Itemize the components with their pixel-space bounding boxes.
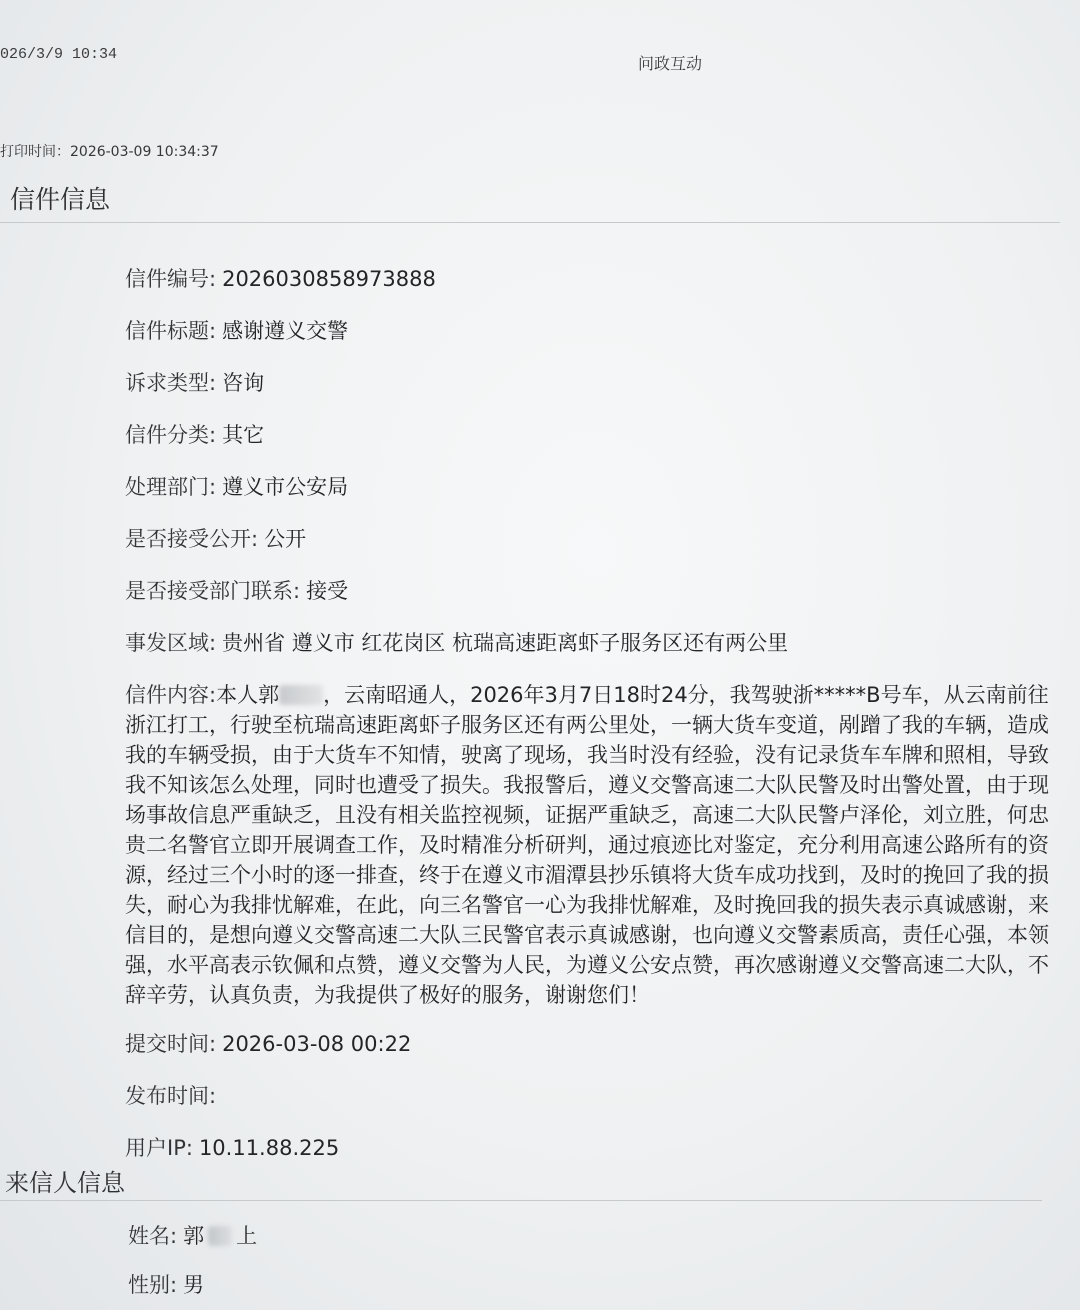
site-title: 问政互动 (638, 54, 703, 73)
user-ip-value: 10.11.88.225 (198, 1136, 340, 1160)
letter-content-line: 信目的，是想向遵义交警高速二大队三民警官表示真诚感谢，也向遵义交警素质高，责任心强，本领 (125, 923, 1049, 947)
sender-gender-value: 男 (183, 1273, 205, 1297)
letter-title-label: 信件标题: (125, 319, 217, 343)
letter-content-text: 本人郭 (216, 683, 280, 707)
letter-title-value: 感谢遵义交警 (222, 319, 349, 343)
letter-content-line: 强，水平高表示钦佩和点赞，遵义交警为人民，为遵义公安点赞，再次感谢遵义交警高速二大队，不 (125, 953, 1049, 977)
sender-gender-label: 性别: (128, 1273, 178, 1297)
redacted-name-blur (208, 1226, 232, 1246)
sender-name-label: 姓名: (128, 1224, 178, 1248)
letter-content-line: 我的车辆受损，由于大货车不知情，驶离了现场，我当时没有经验，没有记录货车车牌和照相，导致 (125, 743, 1049, 767)
incident-area-row (125, 628, 1060, 658)
section-divider-letter-info (0, 222, 1060, 223)
sender-name-row (128, 1221, 1028, 1251)
letter-content (125, 680, 1060, 1010)
letter-content-line: 我不知该怎么处理，同时也遭受了损失。我报警后，遵义交警高速二大队民警及时出警处置，由于现 (125, 773, 1049, 797)
letter-content-label: 信件内容: (125, 683, 217, 707)
accept-department-contact-row (125, 576, 1060, 606)
print-time-label: 打印时间： (0, 144, 70, 160)
letter-number-label: 信件编号: (125, 267, 217, 291)
request-type-value: 咨询 (222, 371, 265, 395)
accept-department-contact-value: 接受 (306, 579, 349, 603)
handling-department-label: 处理部门: (125, 475, 217, 499)
letter-category-value: 其它 (222, 423, 265, 447)
letter-content-line (125, 680, 1060, 710)
publish-time-label: 发布时间: (125, 1084, 217, 1108)
user-ip-label: 用户IP: (125, 1136, 193, 1160)
letter-info-fields (125, 264, 1060, 1163)
accept-department-contact-label: 是否接受部门联系: (125, 579, 301, 603)
sender-name-value: 郭 (183, 1224, 205, 1248)
letter-title-row (125, 316, 1060, 346)
incident-area-label: 事发区域: (125, 631, 217, 655)
letter-category-label: 信件分类: (125, 423, 217, 447)
print-time-value: 2026-03-09 10:34:37 (70, 144, 219, 160)
sender-info-fields (128, 1221, 1028, 1310)
sender-name-value-tail: 上 (236, 1224, 258, 1248)
request-type-label: 诉求类型: (125, 371, 217, 395)
publish-time-row (125, 1081, 1060, 1111)
handling-department-value: 遵义市公安局 (222, 475, 349, 499)
accept-public-label: 是否接受公开: (125, 527, 259, 551)
letter-content-text: ，云南昭通人，2026年3月7日18时24分，我驾驶浙*****B号车，从云南前往 (323, 683, 1049, 707)
submit-time-value: 2026-03-08 00:22 (222, 1032, 412, 1056)
letter-content-line: 辞辛劳，认真负责，为我提供了极好的服务，谢谢您们！ (125, 983, 650, 1007)
letter-content-line: 失，耐心为我排忧解难，在此，向三名警官一心为我排忧解难，及时挽回我的损失表示真诚感谢，来 (125, 893, 1049, 917)
letter-content-line: 场事故信息严重缺乏，且没有相关监控视频，证据严重缺乏，高速二大队民警卢泽伦，刘立胜，何忠 (125, 803, 1049, 827)
sender-gender-row (128, 1270, 1028, 1300)
letter-content-line: 贵二名警官立即开展调查工作，及时精准分析研判，通过痕迹比对鉴定，充分利用高速公路所有的资 (125, 833, 1049, 857)
section-divider-sender-info (0, 1200, 1042, 1201)
submit-time-label: 提交时间: (125, 1032, 217, 1056)
redacted-name-blur (279, 685, 323, 705)
accept-public-row (125, 524, 1060, 554)
accept-public-value: 公开 (264, 527, 307, 551)
section-heading-letter-info: 信件信息 (10, 185, 111, 214)
letter-category-row (125, 420, 1060, 450)
incident-area-value: 贵州省 遵义市 红花岗区 杭瑞高速距离虾子服务区还有两公里 (222, 631, 789, 655)
print-time (0, 141, 219, 161)
request-type-row (125, 368, 1060, 398)
user-ip-row (125, 1133, 1060, 1163)
handling-department-row (125, 472, 1060, 502)
letter-content-line: 源，经过三个小时的逐一排查，终于在遵义市湄潭县抄乐镇将大货车成功找到，及时的挽回了我的损 (125, 863, 1049, 887)
letter-content-line: 浙江打工，行驶至杭瑞高速距离虾子服务区还有两公里处，一辆大货车变道，剐蹭了我的车辆，造成 (125, 713, 1049, 737)
letter-number-value: 2026030858973888 (222, 267, 436, 291)
submit-time-row (125, 1029, 1060, 1059)
section-heading-sender-info: 来信人信息 (5, 1169, 125, 1197)
print-datetime: 026/3/9 10:34 (0, 46, 118, 63)
letter-number-row (125, 264, 1060, 294)
